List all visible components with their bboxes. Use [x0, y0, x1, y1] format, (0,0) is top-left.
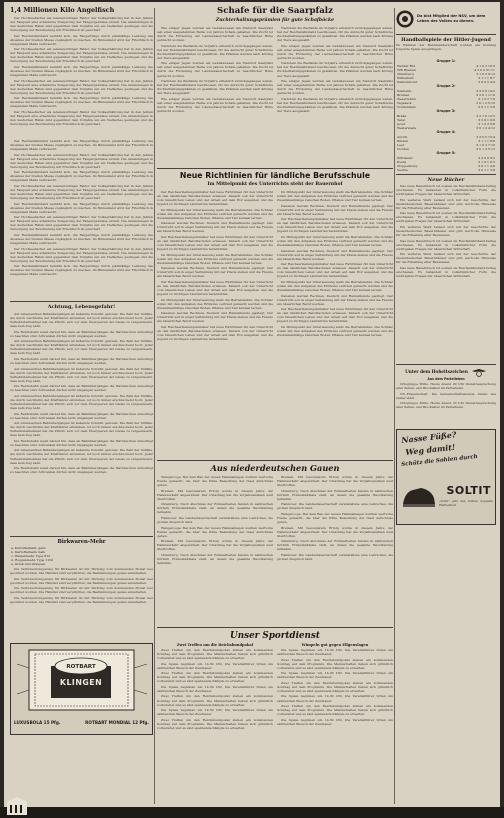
article-richtlinien	[157, 190, 393, 458]
score-cell: 3 1 1 1 8:7	[478, 76, 495, 80]
paragraph: Auf unbewachten Bahnübergängen ist äußerste Vorsicht geboten. Die Zahl der Unfälle, die durch Leichtsinn der Kraftfahrer entstehen, ist noch immer erschreckend hoch. Jeder Verkehrsteilnehmer hat die Pflicht, sich vor dem Überqueren der Gleise zu vergewissern, dass kein Zug naht.	[10, 339, 153, 356]
score-cell: 3 2 1 0 12:5	[476, 114, 495, 118]
newspaper-page	[4, 2, 500, 807]
handball-intro: Im Rahmen der Bannmeisterschaft wurden am Sonntag folgende Spiele ausgetragen:	[396, 43, 496, 52]
paragraph: Bremen. Mit besonderem Erfolg wurde in diesem Jahre der Hafenverkehr abgewickelt. Der Umschlag hat die Vorjahreszahlen weit übertroffen.	[277, 525, 393, 538]
team-name: Vegesack	[397, 101, 412, 105]
score-cell: 2 1 0 1 6:5	[478, 160, 495, 164]
article-achtung	[10, 312, 153, 534]
paragraph: Der Hochseefischer als lebenswichtiger Faktor der Volksernährung hat in den Jahren der Fangzeit eine erhebliche Steigerung der Fangergebnisse erzielt. Die Anlandungen in den deutschen Häfen sind gegenüber dem Vorjahre um ein Vielfaches gestiegen und die Versorgung der Bevölkerung mit Frischfisch ist gesichert.	[10, 47, 153, 64]
ad-price-mondial: ROTBART MONDIAL 12 Pfg.	[85, 720, 149, 725]
divider	[157, 460, 393, 461]
hoheitszeichen-header	[396, 367, 496, 377]
score-cell: 4 2 0 2 21:11	[474, 68, 495, 72]
team-name: Wesermünd	[397, 97, 416, 101]
paragraph: Der Reichserziehungsminister hat neue Richtlinien für den Unterricht an den ländlichen Berufsschulen erlassen. Danach soll der Unterricht vom bäuerlichen Leben und der Arbeit auf dem Hof ausgehen und die Jugend zu tüchtigen Landwirten heranbilden.	[157, 279, 273, 297]
score-cell: 3 0 1 2 5:13	[476, 147, 495, 151]
score-cell: 2 0 1 1 3:8	[478, 168, 495, 172]
score-cell: 2 0 0 2 4:9	[478, 80, 495, 84]
paragraph: Der Reichsnährstand bemüht sich, die Fangerträge durch planmäßige Lenkung des Absatzes der breiten Masse zugänglich zu machen. Im Binnenland wird der Frischfisch in steigendem Maße verbraucht.	[10, 232, 153, 246]
paragraph: Der Hochseefischer als lebenswichtiger Faktor der Volksernährung hat in den Jahren der Fangzeit eine erhebliche Steigerung der Fangergebnisse erzielt. Die Anlandungen in den deutschen Häfen sind gegenüber dem Vorjahre um ein Vielfaches gestiegen und die Versorgung der Bevölkerung mit Frischfisch ist gesichert.	[10, 152, 153, 169]
table-row	[10, 562, 153, 566]
team-name: Wittmund	[397, 156, 413, 160]
column-rule-1	[154, 8, 155, 804]
divider	[396, 174, 496, 175]
text-column	[157, 643, 273, 818]
score-cell: 3 0 1 2 4:12	[476, 126, 495, 130]
paragraph: Ein weiteres Werk befasst sich mit der Geschichte der niederdeutschen Bauernhäuser und gibt wertvolle Hinweise für die Erhaltung alter Bauweisen.	[396, 197, 496, 210]
paragraph: Hannover. Die Landesbauernschaft veranstaltete eine Lehrschau, die großen Zuspruch fand.	[277, 502, 393, 511]
headline-richtlinien: Neue Richtlinien für ländliche Berufsschule	[179, 171, 371, 180]
paragraph: Der Reichserziehungsminister hat neue Richtlinien für den Unterricht an den ländlichen Berufsschulen erlassen. Danach soll der Unterricht vom bäuerlichen Leben und der Arbeit auf dem Hof ausgehen und die Jugend zu tüchtigen Landwirten heranbilden.	[157, 190, 273, 207]
text-column	[277, 26, 393, 166]
paragraph: Die Spiele beginnen um 14.30 Uhr. Die Vereinsführer bitten um zahlreichen Besuch der Zuschauer.	[277, 671, 393, 680]
divider	[396, 364, 496, 365]
paragraph: Zwei Treffen um den Reichsbundpokal stehen am kommenden Sonntag auf dem Programm. Die Mannschaften haben sich gründlich vorbereitet und es sind spannende Kämpfe zu erwarten.	[277, 680, 393, 693]
paragraph: Oldenburg. Nach Abschluss der Erntearbeiten fanden in zahlreichen Dörfern Erntedankfeste statt, an denen die gesamte Bevölkerung teilnahm.	[157, 502, 273, 515]
paragraph: Die Spiele beginnen um 14.30 Uhr. Die Vereinsführer bitten um zahlreichen Besuch der Zuschauer.	[157, 708, 273, 717]
paragraph: Der Hochseefischer als lebenswichtiger Faktor der Volksernährung hat in den Jahren der Fangzeit eine erhebliche Steigerung der Fangergebnisse erzielt. Die Anlandungen in den deutschen Häfen sind gegenüber dem Vorjahre um ein Vielfaches gestiegen und die Versorgung der Bevölkerung mit Frischfisch ist gesichert.	[10, 183, 153, 201]
group-label: Gruppe 3:	[436, 109, 456, 113]
team-name: VfB Bremen	[397, 68, 416, 72]
table-row	[396, 168, 496, 172]
paragraph: Nachdem die Bestände im Vorjahre erheblich zurückgegangen waren, hat der Reichsnährstand beschlossen, für die Aufzucht guter Schafböcke Zuchterhaltungsprämien zu gewähren. Die Prämien werden nach Körung der Tiere ausgezahlt.	[277, 96, 393, 113]
paragraph: Im Mittelpunkt der Unterweisung steht die Betriebslehre. Die Schüler sollen mit den Aufgaben des Erbhofes vertraut gemacht werden und die Zusammenhänge zwischen Boden, Pflanze und Tier kennen lernen.	[157, 297, 273, 310]
paragraph: Oldenburg. Nach Abschluss der Erntearbeiten fanden in zahlreichen Dörfern Erntedankfeste statt, an denen die gesamte Bevölkerung teilnahm.	[277, 488, 393, 501]
paragraph: Im Mittelpunkt der Unterweisung steht die Betriebslehre. Die Schüler sollen mit den Aufgaben des Erbhofes vertraut gemacht werden und die Zusammenhänge zwischen Boden, Pflanze und Tier kennen lernen.	[157, 252, 273, 265]
paragraph: Wangerooge. Bei dem Bau der neuen Hafenanlagen wurden wertvolle Funde gemacht, die über die frühe Besiedlung der Insel Aufschluss geben.	[157, 475, 273, 488]
paragraph: Wangerooge. Bei dem Bau der neuen Hafenanlagen wurden wertvolle Funde gemacht, die über die frühe Besiedlung der Insel Aufschluss geben.	[157, 525, 273, 538]
score-cell: 3 2 0 1 9:6	[478, 118, 495, 122]
group-label: Gruppe 4:	[436, 130, 456, 134]
paragraph: Auf unbewachten Bahnübergängen ist äußerste Vorsicht geboten. Die Zahl der Unfälle, die durch Leichtsinn der Kraftfahrer entstehen, ist noch immer erschreckend hoch. Jeder Verkehrsteilnehmer hat die Pflicht, sich vor dem Überqueren der Gleise zu vergewissern, dass kein Zug naht.	[10, 448, 153, 465]
nsv-text: Da bist Mitglied der NSV, um dem Leben des Volkes zu dienen.	[417, 14, 486, 23]
text-column	[157, 190, 273, 458]
paragraph: Ein weiteres Werk befasst sich mit der Geschichte der niederdeutschen Bauernhäuser und gibt wertvolle Hinweise für die Erhaltung alter Bauweisen.	[396, 224, 496, 238]
paragraph: Der Reichsnährstand bemüht sich, die Fangerträge durch planmäßige Lenkung des Absatzes der breiten Masse zugänglich zu machen. Im Binnenland wird der Frischfisch in steigendem Maße verbraucht.	[10, 170, 153, 183]
paragraph: Im Mittelpunkt der Unterweisung steht die Betriebslehre. Die Schüler sollen mit den Aufgaben des Erbhofes vertraut gemacht werden und die Zusammenhänge zwischen Boden, Pflanze und Tier kennen lernen.	[277, 279, 393, 293]
paragraph: Die Reichsbahn weist darauf hin, dass an Bahnübergängen die Warnzeichen unbedingt zu beachten sind. Schranken dürfen nicht umgangen werden.	[10, 384, 153, 393]
table-group-3	[396, 114, 496, 130]
team-name: Delmenhorst	[397, 80, 418, 84]
headline-gauen: Aus niederdeutschen Gauen	[210, 463, 340, 473]
team-name: Werder Bnt	[397, 64, 416, 68]
paragraph: Der Hochseefischer als lebenswichtiger Faktor der Volksernährung hat in den Jahren der Fangzeit eine erhebliche Steigerung der Fangergebnisse erzielt. Die Anlandungen in den deutschen Häfen sind gegenüber dem Vorjahre um ein Vielfaches gestiegen und die Versorgung der Bevölkerung mit Frischfisch ist gesichert.	[10, 16, 153, 33]
column-left	[10, 6, 153, 735]
paragraph: Ortsgruppe Mitte. Heute Abend 20 Uhr Dienstbesprechung aller Zellen- und Blockleiter im Parteiheim.	[396, 401, 496, 410]
team-name: Norden	[397, 147, 409, 151]
rotbart-ad	[10, 643, 153, 735]
paragraph: Die Reichsbahn weist darauf hin, dass an Bahnübergängen die Warnzeichen unbedingt zu beachten sind. Schranken dürfen nicht umgangen werden.	[10, 411, 153, 420]
article-birkwaren	[10, 567, 153, 639]
table-group-2	[396, 89, 496, 109]
paragraph: Wie einiger Jagen wurden als Gebietswesen am Standort Saarpfalz seit einer ausgedehnten Reihe von Jahren Schafe gehalten. Die Zucht ist durch die Förderung der Landesbauernschaft zu beachtlicher Höhe gebracht worden.	[277, 79, 393, 96]
paragraph: Nachdem die Bestände im Vorjahre erheblich zurückgegangen waren, hat der Reichsnährstand beschlossen, für die Aufzucht guter Schafböcke Zuchterhaltungsprämien zu gewähren. Die Prämien werden nach Körung der Tiere ausgezahlt.	[157, 43, 273, 60]
paragraph: Die Spiele beginnen um 14.30 Uhr. Die Vereinsführer bitten um zahlreichen Besuch der Zuschauer.	[157, 684, 273, 693]
table-group-4	[396, 135, 496, 151]
column-right	[396, 6, 496, 525]
paragraph: Im Mittelpunkt der Unterweisung steht die Betriebslehre. Die Schüler sollen mit den Aufgaben des Erbhofes vertraut gemacht werden und die Zusammenhänge zwischen Boden, Pflanze und Tier kennen lernen.	[277, 234, 393, 248]
article-angelfisch-cont	[10, 139, 153, 299]
paragraph: Die Reichsbahn weist darauf hin, dass an Bahnübergängen die Warnzeichen unbedingt zu beachten sind. Schranken dürfen nicht umgangen werden.	[10, 438, 153, 447]
team-name: Bremen	[397, 93, 410, 97]
paragraph: Bremen. Mit besonderem Erfolg wurde in diesem Jahre der Hafenverkehr abgewickelt. Der Umschlag hat die Vorjahreszahlen weit übertroffen.	[277, 475, 393, 488]
headline-hoheitszeichen: Unter dem Hoheitszeichen	[405, 369, 468, 374]
score-cell: 4 1 0 3 10:3	[476, 64, 495, 68]
text-column	[157, 26, 273, 166]
paragraph: Daneben werden Rechnen, Deutsch und Heimatkunde gepflegt. Der Unterricht soll in enger Verbindung mit der Praxis stehen und die Freude am bäuerlichen Beruf wecken.	[277, 293, 393, 306]
paragraph: Ortsgruppe Mitte. Heute Abend 20 Uhr Dienstbesprechung aller Zellen- und Blockleiter im Parteiheim.	[396, 382, 496, 391]
paragraph: Im Mittelpunkt der Unterweisung steht die Betriebslehre. Die Schüler sollen mit den Aufgaben des Erbhofes vertraut gemacht werden und die Zusammenhänge zwischen Boden, Pflanze und Tier kennen lernen.	[277, 324, 393, 337]
article-sport	[157, 643, 393, 818]
score-cell: 3 1 0 2 7:10	[476, 143, 495, 147]
paragraph: Die Reichsbahn weist darauf hin, dass an Bahnübergängen die Warnzeichen unbedingt zu beachten sind. Schranken dürfen nicht umgangen werden.	[10, 466, 153, 475]
group-label: Gruppe 1:	[436, 59, 456, 63]
paragraph: Der Reichsnährstand bemüht sich, die Fangerträge durch planmäßige Lenkung des Absatzes der breiten Masse zugänglich zu machen. Im Binnenland wird der Frischfisch in steigendem Maße verbraucht.	[10, 33, 153, 46]
table-cell: e. Grieß und Graupen	[11, 562, 46, 566]
paragraph: Ein weiteres Werk befasst sich mit der Geschichte der niederdeutschen Bauernhäuser und gibt wertvolle Hinweise für die Erhaltung alter Bauweisen.	[396, 252, 496, 265]
paragraph: Das neue Bauernbuch ist soeben im Reichsnährstand-Verlag erschienen. Es behandelt in volkstümlicher Form die wichtigsten Fragen der bäuerlichen Wirtschaft.	[396, 238, 496, 251]
team-name: Emden	[397, 139, 408, 143]
score-cell: 2 0 1 1 4:6	[478, 164, 495, 168]
article-hoheitszeichen	[396, 382, 496, 426]
paragraph: Nachdem die Bestände im Vorjahre erheblich zurückgegangen waren, hat der Reichsnährstand beschlossen, für die Aufzucht guter Schafböcke Zuchterhaltungsprämien zu gewähren. Die Prämien werden nach Körung der Tiere ausgezahlt.	[157, 79, 273, 96]
paragraph: Oldenburg. Nach Abschluss der Erntearbeiten fanden in zahlreichen Dörfern Erntedankfeste statt, an denen die gesamte Bevölkerung teilnahm.	[157, 552, 273, 565]
paragraph: Nachdem die Bestände im Vorjahre erheblich zurückgegangen waren, hat der Reichsnährstand beschlossen, für die Aufzucht guter Schafböcke Zuchterhaltungsprämien zu gewähren. Die Prämien werden nach Körung der Tiere ausgezahlt.	[277, 26, 393, 43]
subhead-wimpeln: Wimpeln gut gegen Ellgenslagen	[301, 643, 369, 647]
headline-achtung: Achtung, Lebensgefahr!	[47, 304, 116, 310]
paragraph: Die Verbrauchsregelung für Birkwaren ist mit Wirkung vom kommenden Monat neu geordnet worden. Die Händler sind verpflichtet, die Bestimmungen genau einzuhalten.	[10, 595, 153, 604]
column-middle	[157, 6, 393, 818]
ad-brand-soltit: SOLTIT	[446, 484, 491, 497]
score-cell: 3 3 0 0 14:2	[476, 89, 495, 93]
nsv-emblem-icon	[396, 10, 414, 28]
team-name: Wilhelmsh.	[397, 76, 415, 80]
subhead-pokal: Zwei Treffen um die Reichsbundpokal	[176, 643, 254, 647]
paragraph: Im Mittelpunkt der Unterweisung steht die Betriebslehre. Die Schüler sollen mit den Aufgaben des Erbhofes vertraut gemacht werden und die Zusammenhänge zwischen Boden, Pflanze und Tier kennen lernen.	[277, 190, 393, 203]
score-cell: 3 0 1 2 5:10	[476, 101, 495, 105]
paragraph: Oldenburg. Nach Abschluss der Erntearbeiten fanden in zahlreichen Dörfern Erntedankfeste statt, an denen die gesamte Bevölkerung teilnahm.	[277, 539, 393, 552]
paragraph: Bremen. Mit besonderem Erfolg wurde in diesem Jahre der Hafenverkehr abgewickelt. Der Umschlag hat die Vorjahreszahlen weit übertroffen.	[157, 488, 273, 501]
ad-brand: ROTBART	[66, 664, 96, 670]
column-rule-2	[394, 8, 395, 804]
text-column	[277, 190, 393, 458]
headline-handball: Handballspiele der Hitler-Jugend	[401, 37, 491, 43]
paragraph: Zwei Treffen um den Reichsbundpokal stehen am kommenden Sonntag auf dem Programm. Die Mannschaften haben sich gründlich vorbereitet und es sind spannende Kämpfe zu erwarten.	[157, 717, 273, 730]
paragraph: Daneben werden Rechnen, Deutsch und Heimatkunde gepflegt. Der Unterricht soll in enger Verbindung mit der Praxis stehen und die Freude am bäuerlichen Beruf wecken.	[277, 248, 393, 261]
headline-angelfisch: 1,4 Millionen Kilo Angelfisch	[10, 6, 115, 14]
team-name: Vechta	[397, 168, 408, 172]
paragraph: Der Reichserziehungsminister hat neue Richtlinien für den Unterricht an den ländlichen Berufsschulen erlassen. Danach soll der Unterricht vom bäuerlichen Leben und der Arbeit auf dem Hof ausgehen und die Jugend zu tüchtigen Landwirten heranbilden.	[277, 217, 393, 234]
paragraph: Der Hochseefischer als lebenswichtiger Faktor der Volksernährung hat in den Jahren der Fangzeit eine erhebliche Steigerung der Fangergebnisse erzielt. Die Anlandungen in den deutschen Häfen sind gegenüber dem Vorjahre um ein Vielfaches gestiegen und die Versorgung der Bevölkerung mit Frischfisch ist gesichert.	[10, 78, 153, 95]
ad-headline-weg: Weg damit!	[405, 442, 456, 457]
paragraph: Das neue Bauernbuch ist soeben im Reichsnährstand-Verlag erschienen. Es behandelt in volkstümlicher Form die wichtigsten Fragen der bäuerlichen Wirtschaft.	[396, 211, 496, 224]
headline-schafe: Schafe für die Saarpfalz	[217, 6, 333, 16]
headline-buecher: Neue Bücher	[427, 177, 465, 183]
paragraph: Auf unbewachten Bahnübergängen ist äußerste Vorsicht geboten. Die Zahl der Unfälle, die durch Leichtsinn der Kraftfahrer entstehen, ist noch immer erschreckend hoch. Jeder Verkehrsteilnehmer hat die Pflicht, sich vor dem Überqueren der Gleise zu vergewissern, dass kein Zug naht.	[10, 421, 153, 438]
paragraph: Der Hochseefischer als lebenswichtiger Faktor der Volksernährung hat in den Jahren der Fangzeit eine erhebliche Steigerung der Fangergebnisse erzielt. Die Anlandungen in den deutschen Häfen sind gegenüber dem Vorjahre um ein Vielfaches gestiegen und die Versorgung der Bevölkerung mit Frischfisch ist gesichert.	[10, 109, 153, 127]
team-name: Aurich	[397, 135, 408, 139]
text-column	[157, 475, 273, 625]
paragraph: Die Spiele beginnen um 14.30 Uhr. Die Vereinsführer bitten um zahlreichen Besuch der Zuschauer.	[157, 661, 273, 670]
text-column	[277, 475, 393, 625]
score-cell: 3 1 0 2 9:12	[476, 72, 495, 76]
score-cell: 3 1 0 2 7:9	[478, 97, 495, 101]
article-schafe	[157, 26, 393, 166]
paragraph: Bremen. Mit besonderem Erfolg wurde in diesem Jahre der Hafenverkehr abgewickelt. Der Umschlag hat die Vorjahreszahlen weit übertroffen.	[157, 539, 273, 552]
divider	[396, 34, 496, 35]
divider	[157, 168, 393, 169]
group-label: Gruppe 2:	[436, 84, 456, 88]
team-name: Westerstede	[397, 126, 417, 130]
table-cell: d. Roggenmehl, Type 1150	[11, 558, 54, 562]
paragraph: Wie einiger Jagen wurden als Gebietswesen am Standort Saarpfalz seit einer ausgedehnten Reihe von Jahren Schafe gehalten. Die Zucht ist durch die Förderung der Landesbauernschaft zu beachtlicher Höhe gebracht worden.	[277, 43, 393, 60]
paragraph: Wangerooge. Bei dem Bau der neuen Hafenanlagen wurden wertvolle Funde gemacht, die über die frühe Besiedlung der Insel Aufschluss geben.	[277, 511, 393, 524]
paragraph: Der Reichsnährstand bemüht sich, die Fangerträge durch planmäßige Lenkung des Absatzes der breiten Masse zugänglich zu machen. Im Binnenland wird der Frischfisch in steigendem Maße verbraucht.	[10, 139, 153, 152]
subhead-schafe: Zuchterhaltungsprämien für gute Schafböcke	[215, 18, 335, 23]
article-angelfisch	[10, 16, 153, 136]
article-buecher	[396, 184, 496, 362]
group-label: Gruppe 5:	[436, 151, 456, 155]
score-cell: 2 2 0 0 9:3	[478, 156, 495, 160]
text-column	[277, 643, 393, 818]
eagle-emblem-icon	[471, 367, 487, 377]
paragraph: Der Reichserziehungsminister hat neue Richtlinien für den Unterricht an den ländlichen Berufsschulen erlassen. Danach soll der Unterricht vom bäuerlichen Leben und der Arbeit auf dem Hof ausgehen und die Jugend zu tüchtigen Landwirten heranbilden.	[277, 262, 393, 279]
paragraph: Zwei Treffen um den Reichsbundpokal stehen am kommenden Sonntag auf dem Programm. Die Mannschaften haben sich gründlich vorbereitet und es sind spannende Kämpfe zu erwarten.	[157, 648, 273, 661]
team-name: Brake	[397, 114, 407, 118]
score-cell: 2 0 1 1 3:6	[478, 105, 495, 109]
paragraph: Auf unbewachten Bahnübergängen ist äußerste Vorsicht geboten. Die Zahl der Unfälle, die durch Leichtsinn der Kraftfahrer entstehen, ist noch immer erschreckend hoch. Jeder Verkehrsteilnehmer hat die Pflicht, sich vor dem Überqueren der Gleise zu vergewissern, dass kein Zug naht.	[10, 393, 153, 410]
article-gauen	[157, 475, 393, 625]
team-name: Cloppenburg	[397, 164, 418, 168]
team-name: Oldenburg	[397, 72, 414, 76]
paragraph: Auf unbewachten Bahnübergängen ist äußerste Vorsicht geboten. Die Zahl der Unfälle, die durch Leichtsinn der Kraftfahrer entstehen, ist noch immer erschreckend hoch. Jeder Verkehrsteilnehmer hat die Pflicht, sich vor dem Überqueren der Gleise zu vergewissern, dass kein Zug naht.	[10, 312, 153, 329]
viewer-bottom-strip	[0, 807, 504, 818]
paragraph: Hannover. Die Landesbauernschaft veranstaltete eine Lehrschau, die großen Zuspruch fand.	[277, 552, 393, 561]
nsv-badge	[396, 6, 496, 32]
ad-slogan: Schütz die Sohlen durch	[401, 453, 478, 468]
paragraph: Daneben werden Rechnen, Deutsch und Heimatkunde gepflegt. Der Unterricht soll in enger Verbindung mit der Praxis stehen und die Freude am bäuerlichen Beruf wecken.	[157, 266, 273, 279]
headline-sportdienst: Unser Sportdienst	[230, 631, 320, 641]
paragraph: Die Verbrauchsregelung für Birkwaren ist mit Wirkung vom kommenden Monat neu geordnet worden. Die Händler sind verpflichtet, die Bestimmungen genau einzuhalten.	[10, 576, 153, 585]
paragraph: Zwei Treffen um den Reichsbundpokal stehen am kommenden Sonntag auf dem Programm. Die Mannschaften haben sich gründlich vorbereitet und es sind spannende Kämpfe zu erwarten.	[277, 704, 393, 717]
paragraph: Auf unbewachten Bahnübergängen ist äußerste Vorsicht geboten. Die Zahl der Unfälle, die durch Leichtsinn der Kraftfahrer entstehen, ist noch immer erschreckend hoch. Jeder Verkehrsteilnehmer hat die Pflicht, sich vor dem Überqueren der Gleise zu vergewissern, dass kein Zug naht.	[10, 366, 153, 383]
divider	[10, 301, 153, 302]
team-name: Varel	[397, 118, 406, 122]
paragraph: Der Reichsnährstand bemüht sich, die Fangerträge durch planmäßige Lenkung des Absatzes der breiten Masse zugänglich zu machen. Im Binnenland wird der Frischfisch in steigendem Maße verbraucht.	[10, 264, 153, 277]
team-name: Leer	[397, 143, 405, 147]
paragraph: Die Verbrauchsregelung für Birkwaren ist mit Wirkung vom kommenden Monat neu geordnet worden. Die Händler sind verpflichtet, die Bestimmungen genau einzuhalten.	[10, 567, 153, 576]
shoe-illustration	[401, 482, 437, 512]
paragraph: Der Hochseefischer als lebenswichtiger Faktor der Volksernährung hat in den Jahren der Fangzeit eine erhebliche Steigerung der Fangergebnisse erzielt. Die Anlandungen in den deutschen Häfen sind gegenüber dem Vorjahre um ein Vielfaches gestiegen und die Versorgung der Bevölkerung mit Frischfisch ist gesichert.	[10, 246, 153, 263]
birkwaren-table	[10, 546, 153, 566]
soltit-ad	[396, 429, 496, 525]
paragraph: Das neue Bauernbuch ist soeben im Reichsnährstand-Verlag erschienen. Es behandelt in volkstümlicher Form die wichtigsten Fragen der bäuerlichen Wirtschaft.	[396, 265, 496, 278]
paragraph: Die Spiele beginnen um 14.30 Uhr. Die Vereinsführer bitten um zahlreichen Besuch der Zuschauer.	[277, 648, 393, 657]
paragraph: Der Reichsnährstand bemüht sich, die Fangerträge durch planmäßige Lenkung des Absatzes der breiten Masse zugänglich zu machen. Im Binnenland wird der Frischfisch in steigendem Maße verbraucht.	[10, 65, 153, 78]
paragraph: Zwei Treffen um den Reichsbundpokal stehen am kommenden Sonntag auf dem Programm. Die Mannschaften haben sich gründlich vorbereitet und es sind spannende Kämpfe zu erwarten.	[157, 694, 273, 707]
headline-birkwaren: Birkwaren-Mehr	[57, 539, 106, 545]
subhead-parteileben: Aus dem Parteileben	[427, 377, 465, 381]
library-building-icon	[6, 796, 28, 816]
team-name: Esens	[397, 160, 407, 164]
paragraph: Die Reichsbahn weist darauf hin, dass an Bahnübergängen die Warnzeichen unbedingt zu beachten sind. Schranken dürfen nicht umgangen werden.	[10, 329, 153, 338]
paragraph: Der Reichsnährstand bemüht sich, die Fangerträge durch planmäßige Lenkung des Absatzes der breiten Masse zugänglich zu machen. Im Binnenland wird der Frischfisch in steigendem Maße verbraucht.	[10, 96, 153, 109]
ad-headline-nasse: Nasse Füße?	[401, 430, 457, 445]
score-cell: 3 1 1 1 8:8	[478, 139, 495, 143]
paragraph: Die Spiele beginnen um 14.30 Uhr. Die Vereinsführer bitten um zahlreichen Besuch der Zuschauer.	[277, 694, 393, 703]
team-name: Jever	[397, 122, 406, 126]
paragraph: Wie einiger Jagen wurden als Gebietswesen am Standort Saarpfalz seit einer ausgedehnten Reihe von Jahren Schafe gehalten. Die Zucht ist durch die Förderung der Landesbauernschaft zu beachtlicher Höhe gebracht worden.	[157, 96, 273, 113]
team-name: Delmenh.	[397, 89, 413, 93]
paragraph: Der Hochseefischer als lebenswichtiger Faktor der Volksernährung hat in den Jahren der Fangzeit eine erhebliche Steigerung der Fangergebnisse erzielt. Die Anlandungen in den deutschen Häfen sind gegenüber dem Vorjahre um ein Vielfaches gestiegen und die Versorgung der Bevölkerung mit Frischfisch ist gesichert.	[10, 215, 153, 232]
ad-small-print: „Soltit" gibt den Sohlen doppelte Haltbarkeit	[439, 499, 493, 507]
table-cell: b. Kartoffelmehl, halb	[11, 550, 46, 554]
paragraph: Der Reichserziehungsminister hat neue Richtlinien für den Unterricht an den ländlichen Berufsschulen erlassen. Danach soll der Unterricht vom bäuerlichen Leben und der Arbeit auf dem Hof ausgehen und die Jugend zu tüchtigen Landwirten heranbilden.	[157, 234, 273, 252]
score-cell: 3 2 0 1 11:6	[476, 93, 495, 97]
paragraph: Die Spiele beginnen um 14.30 Uhr. Die Vereinsführer bitten um zahlreichen Besuch der Zuschauer.	[277, 717, 393, 726]
paragraph: Daneben werden Rechnen, Deutsch und Heimatkunde gepflegt. Der Unterricht soll in enger Verbindung mit der Praxis stehen und die Freude am bäuerlichen Beruf wecken.	[277, 203, 393, 216]
table-cell: a. Kartoffelmehl, ganz	[11, 546, 46, 550]
score-cell: 3 1 0 2 6:8	[478, 122, 495, 126]
table-group-5	[396, 156, 496, 172]
ad-product: KLINGEN	[59, 678, 103, 687]
paragraph: NS.-Frauenschaft. Die Gemeinschaftsabende finden wie bisher statt.	[396, 391, 496, 400]
paragraph: Hannover. Die Landesbauernschaft veranstaltete eine Lehrschau, die großen Zuspruch fand.	[157, 515, 273, 524]
paragraph: Der Reichserziehungsminister hat neue Richtlinien für den Unterricht an den ländlichen Berufsschulen erlassen. Danach soll der Unterricht vom bäuerlichen Leben und der Arbeit auf dem Hof ausgehen und die Jugend zu tüchtigen Landwirten heranbilden.	[277, 307, 393, 324]
paragraph: Zwei Treffen um den Reichsbundpokal stehen am kommenden Sonntag auf dem Programm. Die Mannschaften haben sich gründlich vorbereitet und es sind spannende Kämpfe zu erwarten.	[277, 657, 393, 670]
paragraph: Die Verbrauchsregelung für Birkwaren ist mit Wirkung vom kommenden Monat neu geordnet worden. Die Händler sind verpflichtet, die Bestimmungen genau einzuhalten.	[10, 586, 153, 595]
subhead-richtlinien: Im Mittelpunkt des Unterrichts steht der Bauernhof	[207, 182, 343, 187]
table-cell: c. Weizenmehl, Type 812	[11, 554, 51, 558]
paragraph: Daneben werden Rechnen, Deutsch und Heimatkunde gepflegt. Der Unterricht soll in enger Verbindung mit der Praxis stehen und die Freude am bäuerlichen Beruf wecken.	[157, 311, 273, 324]
paragraph: Daneben werden Rechnen, Deutsch und Heimatkunde gepflegt. Der Unterricht soll in enger Verbindung mit der Praxis stehen und die Freude am bäuerlichen Beruf wecken.	[157, 221, 273, 234]
paragraph: Zwei Treffen um den Reichsbundpokal stehen am kommenden Sonntag auf dem Programm. Die Mannschaften haben sich gründlich vorbereitet und es sind spannende Kämpfe zu erwarten.	[157, 671, 273, 684]
paragraph: Im Mittelpunkt der Unterweisung steht die Betriebslehre. Die Schüler sollen mit den Aufgaben des Erbhofes vertraut gemacht werden und die Zusammenhänge zwischen Boden, Pflanze und Tier kennen lernen.	[157, 207, 273, 220]
paragraph: Die Reichsbahn weist darauf hin, dass an Bahnübergängen die Warnzeichen unbedingt zu beachten sind. Schranken dürfen nicht umgangen werden.	[10, 356, 153, 366]
divider	[10, 536, 153, 537]
ad-price-luxus: LUXUSBOLA 15 Pfg.	[14, 720, 61, 725]
divider	[157, 627, 393, 628]
score-cell: 3 3 0 0 15:4	[476, 135, 495, 139]
paragraph: Der Reichserziehungsminister hat neue Richtlinien für den Unterricht an den ländlichen Berufsschulen erlassen. Danach soll der Unterricht vom bäuerlichen Leben und der Arbeit auf dem Hof ausgehen und die Jugend zu tüchtigen Landwirten heranbilden.	[157, 324, 273, 342]
team-name: Nordenham	[397, 105, 416, 109]
paragraph: Das neue Bauernbuch ist soeben im Reichsnährstand-Verlag erschienen. Es behandelt in volkstümlicher Form die wichtigsten Fragen der bäuerlichen Wirtschaft.	[396, 184, 496, 197]
paragraph: Nachdem die Bestände im Vorjahre erheblich zurückgegangen waren, hat der Reichsnährstand beschlossen, für die Aufzucht guter Schafböcke Zuchterhaltungsprämien zu gewähren. Die Prämien werden nach Körung der Tiere ausgezahlt.	[277, 61, 393, 78]
paragraph: Der Reichsnährstand bemüht sich, die Fangerträge durch planmäßige Lenkung des Absatzes der breiten Masse zugänglich zu machen. Im Binnenland wird der Frischfisch in steigendem Maße verbraucht.	[10, 201, 153, 214]
paragraph: Wie einiger Jagen wurden als Gebietswesen am Standort Saarpfalz seit einer ausgedehnten Reihe von Jahren Schafe gehalten. Die Zucht ist durch die Förderung der Landesbauernschaft zu beachtlicher Höhe gebracht worden.	[157, 61, 273, 78]
table-group-1	[396, 64, 496, 84]
paragraph: Wie einiger Jagen wurden als Gebietswesen am Standort Saarpfalz seit einer ausgedehnten Reihe von Jahren Schafe gehalten. Die Zucht ist durch die Förderung der Landesbauernschaft zu beachtlicher Höhe gebracht worden.	[157, 26, 273, 43]
